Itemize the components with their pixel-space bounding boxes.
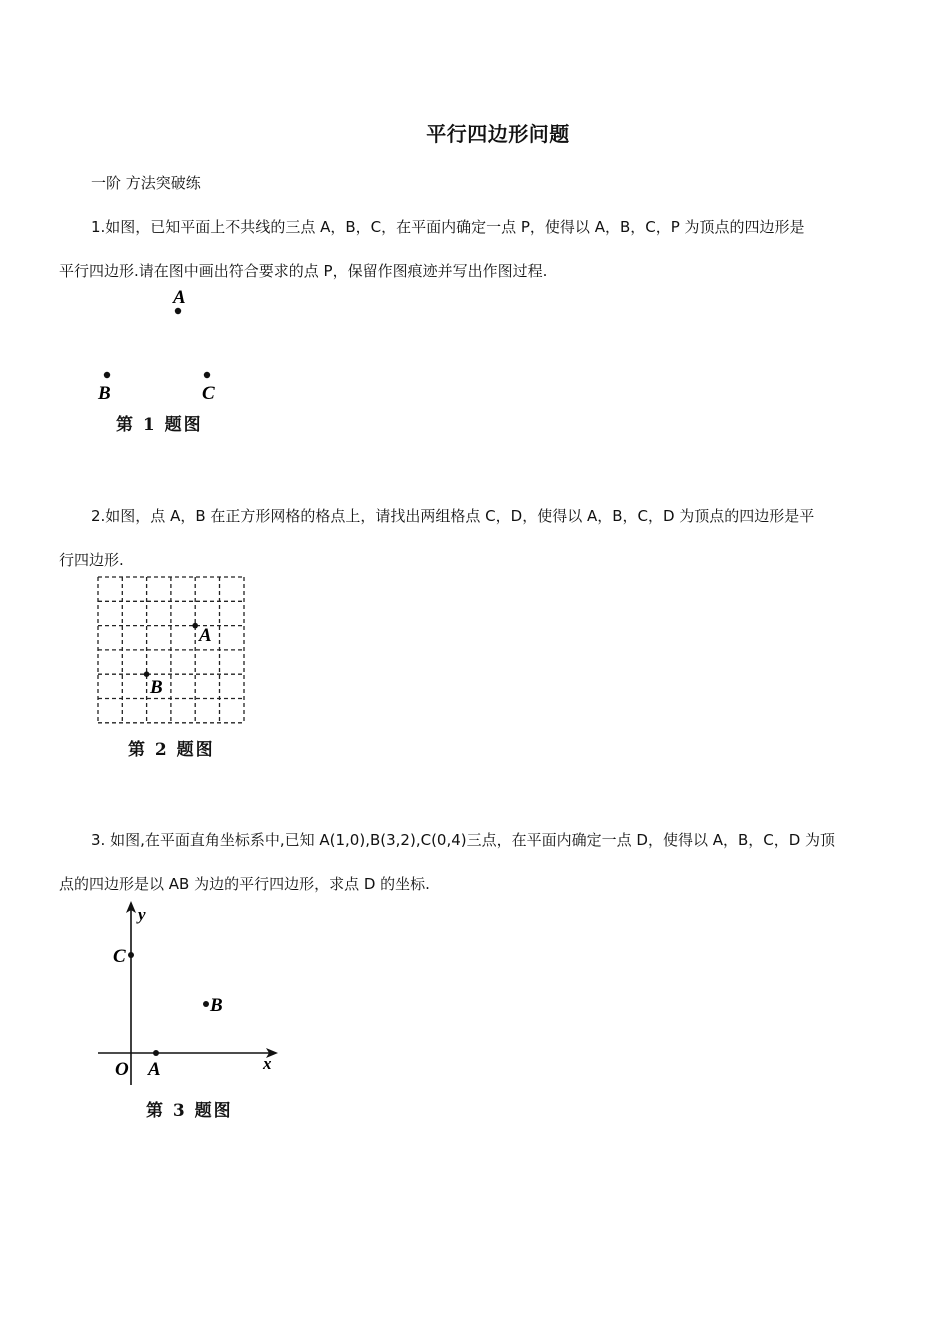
y-axis-label: y xyxy=(138,905,146,924)
point-a-label: A xyxy=(173,287,186,308)
x-axis-label: x xyxy=(263,1054,272,1073)
point-c-dot xyxy=(204,372,210,378)
figure-2-caption: 第 2 题图 xyxy=(128,740,215,760)
section-heading: 一阶 方法突破练 xyxy=(91,174,201,192)
grid-point-b-dot xyxy=(144,671,150,677)
coord-point-c-dot xyxy=(128,952,134,958)
grid-point-a-dot xyxy=(192,623,198,629)
figure-1-caption: 第 1 题图 xyxy=(116,415,203,435)
coord-point-a-label: A xyxy=(148,1059,161,1080)
figure-3-caption: 第 3 题图 xyxy=(146,1101,233,1121)
problem-3-line-2: 点的四边形是以 AB 为边的平行四边形，求点 D 的坐标. xyxy=(59,875,430,893)
point-a-dot xyxy=(175,308,181,314)
problem-2-line-2: 行四边形. xyxy=(59,551,124,569)
problem-2-line-1: 2.如图，点 A，B 在正方形网格的格点上，请找出两组格点 C，D，使得以 A，B，C，D 为顶点的四边形是平 xyxy=(91,507,815,525)
page-title: 平行四边形问题 xyxy=(426,122,570,146)
coord-point-b-dot xyxy=(203,1001,209,1007)
coord-point-c-label: C xyxy=(113,946,126,967)
problem-1-line-2: 平行四边形.请在图中画出符合要求的点 P，保留作图痕迹并写出作图过程. xyxy=(59,262,548,280)
problem-3-text xyxy=(59,818,899,906)
point-b-dot xyxy=(104,372,110,378)
coord-point-b-label: B xyxy=(210,995,223,1016)
point-c-label: C xyxy=(202,383,215,404)
problem-3-line-1: 3. 如图,在平面直角坐标系中,已知 A(1,0),B(3,2),C(0,4)三点，在平面内确定一点 D，使得以 A，B，C，D 为顶 xyxy=(91,831,836,849)
origin-label: O xyxy=(115,1059,129,1080)
problem-1-text xyxy=(59,205,899,293)
coord-point-a-dot xyxy=(153,1050,159,1056)
problem-2-text xyxy=(59,494,899,582)
figure-2-grid xyxy=(90,570,260,735)
figure-3-coordinate-plane xyxy=(90,895,290,1095)
grid-point-a-label: A xyxy=(199,625,212,646)
problem-1-line-1: 1.如图，已知平面上不共线的三点 A，B，C，在平面内确定一点 P，使得以 A，B，C，P 为顶点的四边形是 xyxy=(91,218,805,236)
grid-point-b-label: B xyxy=(150,677,163,698)
point-b-label: B xyxy=(98,383,111,404)
